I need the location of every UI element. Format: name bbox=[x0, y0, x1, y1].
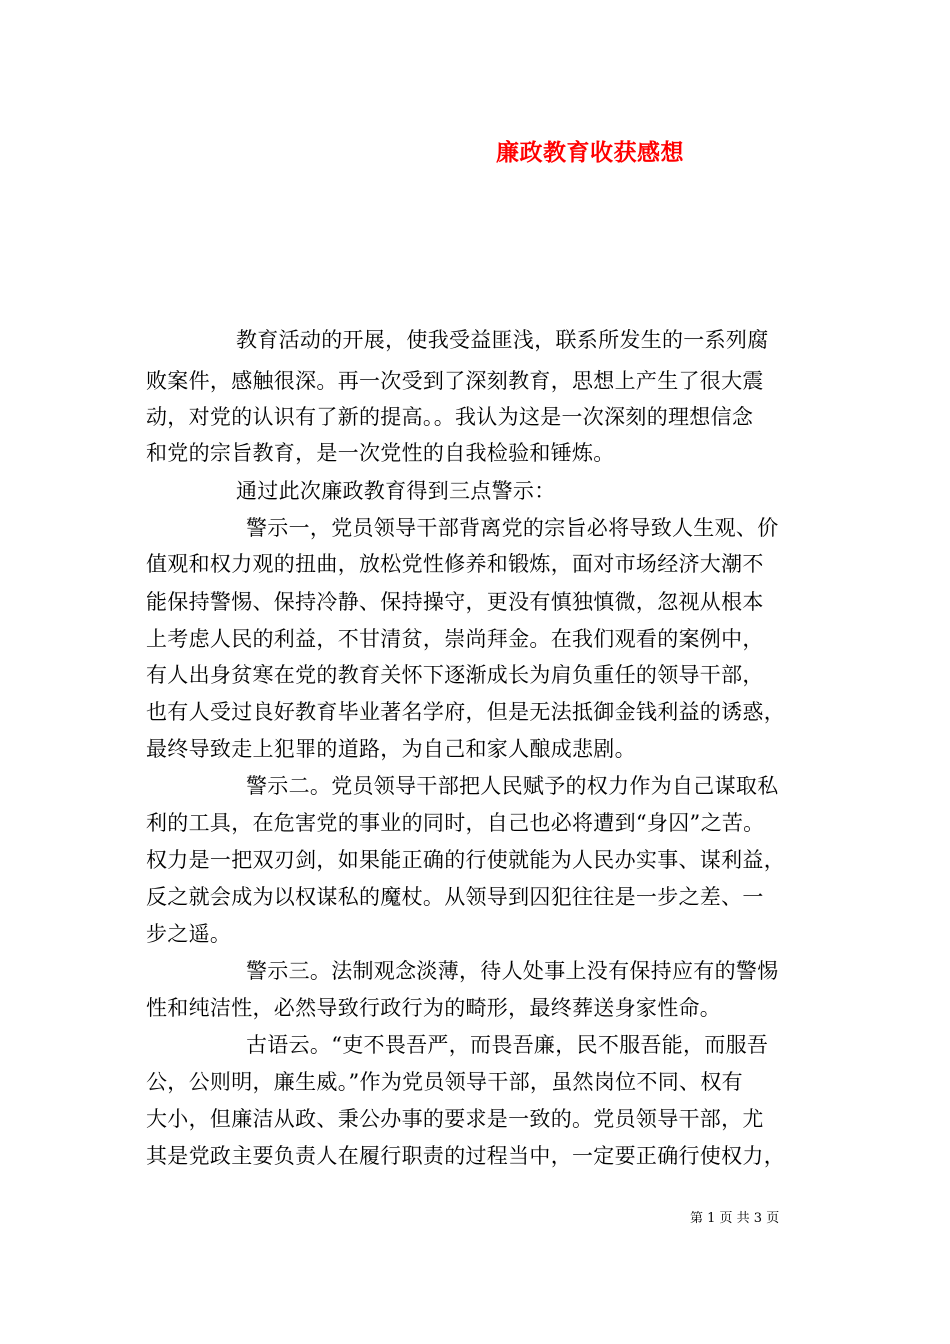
paragraph-line: 步之遥。 bbox=[146, 922, 232, 946]
paragraph-line: 性和纯洁性，必然导致行政行为的畸形，最终葬送身家性命。 bbox=[146, 996, 722, 1020]
paragraph-line: 和党的宗旨教育，是一次党性的自我检验和锤炼。 bbox=[146, 441, 615, 465]
paragraph-line: 公，公则明，廉生威。”作为党员领导干部，虽然岗位不同、权有 bbox=[146, 1070, 743, 1094]
page-title: 廉政教育收获感想 bbox=[496, 139, 684, 166]
paragraph-line: 反之就会成为以权谋私的魔杖。从领导到囚犯往往是一步之差、一 bbox=[146, 885, 764, 909]
paragraph-line: 大小，但廉洁从政、秉公办事的要求是一致的。党员领导干部，尤 bbox=[146, 1107, 764, 1131]
paragraph-line: 通过此次廉政教育得到三点警示： bbox=[236, 479, 556, 503]
paragraph-line: 最终导致走上犯罪的道路，为自己和家人酿成悲剧。 bbox=[146, 737, 636, 761]
paragraph-line: 警示二。党员领导干部把人民赋予的权力作为自己谋取私 bbox=[246, 774, 779, 798]
paragraph-line: 败案件，感触很深。再一次受到了深刻教育，思想上产生了很大震 bbox=[146, 369, 764, 393]
page-footer: 第 1 页 共 3 页 bbox=[690, 1211, 780, 1226]
paragraph-line: 警示三。法制观念淡薄，待人处事上没有保持应有的警惕 bbox=[246, 959, 779, 983]
paragraph-line: 能保持警惕、保持冷静、保持操守，更没有慎独慎微，忽视从根本 bbox=[146, 590, 764, 614]
paragraph-line: 教育活动的开展，使我受益匪浅，联系所发生的一系列腐 bbox=[236, 328, 769, 352]
paragraph-line: 古语云。“吏不畏吾严，而畏吾廉，民不服吾能，而服吾 bbox=[246, 1033, 769, 1057]
paragraph-line: 有人出身贫寒在党的教育关怀下逐渐成长为肩负重任的领导干部， bbox=[146, 663, 764, 687]
paragraph-line: 权力是一把双刃剑，如果能正确的行使就能为人民办实事、谋利益， bbox=[146, 848, 785, 872]
paragraph-line: 利的工具，在危害党的事业的同时，自己也必将遭到“身囚”之苦。 bbox=[146, 811, 765, 835]
paragraph-line: 警示一，党员领导干部背离党的宗旨必将导致人生观、价 bbox=[246, 516, 779, 540]
paragraph-line: 动，对党的认识有了新的提高。。我认为这是一次深刻的理想信念 bbox=[146, 405, 754, 429]
paragraph-line: 上考虑人民的利益，不甘清贫，崇尚拜金。在我们观看的案例中， bbox=[146, 627, 764, 651]
paragraph-line: 也有人受过良好教育毕业著名学府，但是无法抵御金钱利益的诱惑， bbox=[146, 700, 785, 724]
paragraph-line: 值观和权力观的扭曲，放松党性修养和锻炼，面对市场经济大潮不 bbox=[146, 552, 764, 576]
paragraph-line: 其是党政主要负责人在履行职责的过程当中，一定要正确行使权力， bbox=[146, 1144, 785, 1168]
